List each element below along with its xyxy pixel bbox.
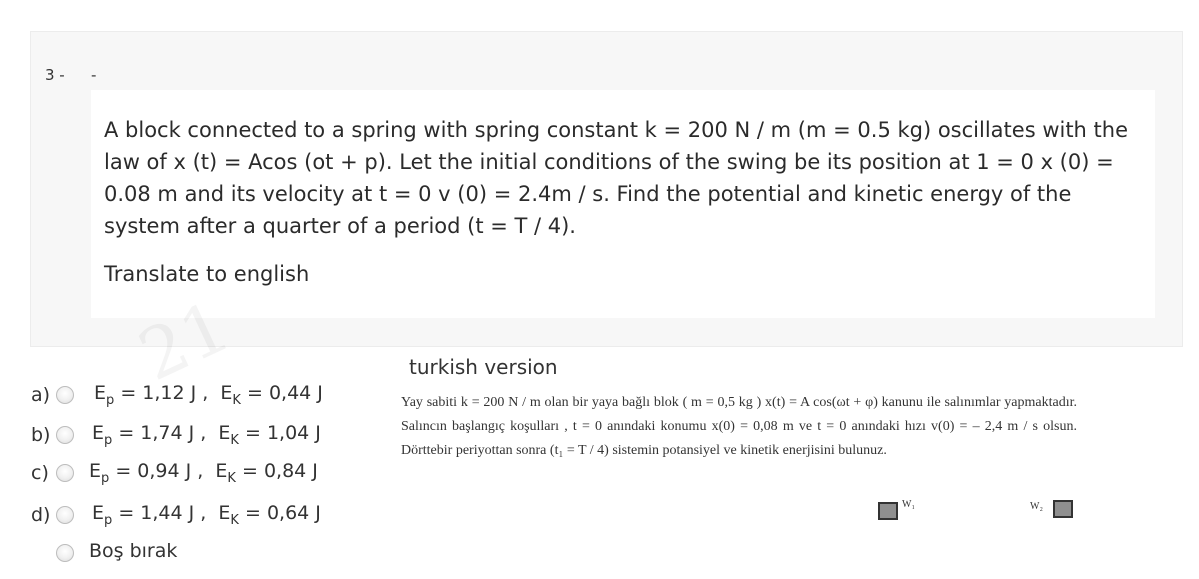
radio-button[interactable]	[56, 544, 74, 562]
option-text: $E_p = 0,94$ J , $E_K = 0,84$ J	[89, 460, 318, 486]
turkish-version-title: turkish version	[409, 355, 558, 379]
radio-button[interactable]	[56, 426, 74, 444]
question-number: 3 -	[45, 66, 65, 84]
question-body	[91, 90, 1155, 318]
translate-note: Translate to english	[104, 262, 310, 286]
w1-label: W₁	[902, 499, 915, 510]
option-letter: a)	[31, 384, 51, 406]
option-text: $E_p = 1,12$ J , $E_K = 0,44$ J	[94, 382, 323, 408]
turkish-question-text: Yay sabiti k = 200 N / m olan bir yaya bağlı blok ( m = 0,5 kg ) x(t) = A cos(ωt + φ) kanunu ile salınımlar yapmaktadır. Salıncın başlangıç koşulları , t = 0 anındaki konumu x(0) = 0,08 m ve t = 0 anındaki hızı v(0) = – 2,4 m / s olsun. Dörttebir periyottan sonra (t₁ = T / 4) sistemin potansiyel ve kinetik enerjisini bulunuz.	[401, 395, 1077, 458]
option-text: $E_p = 1,74$ J , $E_K = 1,04$ J	[92, 422, 321, 448]
radio-button[interactable]	[56, 386, 74, 404]
radio-button[interactable]	[56, 464, 74, 482]
question-text: A block connected to a spring with spring constant k = 200 N / m (m = 0.5 kg) oscillates with the law of x (t) = Acos (ot + p). Let the initial conditions of the swing be its position at 1 = 0 x (0) = 0.08 m and its velocity at t = 0 v (0) = 2.4m / s. Find the potential and kinetic energy of the system after a quarter of a period (t = T / 4).	[104, 118, 1129, 238]
w2-label: W₂	[1030, 501, 1043, 512]
option-letter: d)	[31, 504, 51, 526]
blank-option-label: Boş bırak	[89, 540, 178, 562]
block-w1	[878, 502, 898, 520]
block-w2	[1053, 500, 1073, 518]
option-letter: c)	[31, 462, 49, 484]
radio-button[interactable]	[56, 506, 74, 524]
option-text: $E_p = 1,44$ J , $E_K = 0,64$ J	[92, 502, 321, 528]
option-letter: b)	[31, 424, 51, 446]
question-dash: -	[91, 66, 97, 84]
